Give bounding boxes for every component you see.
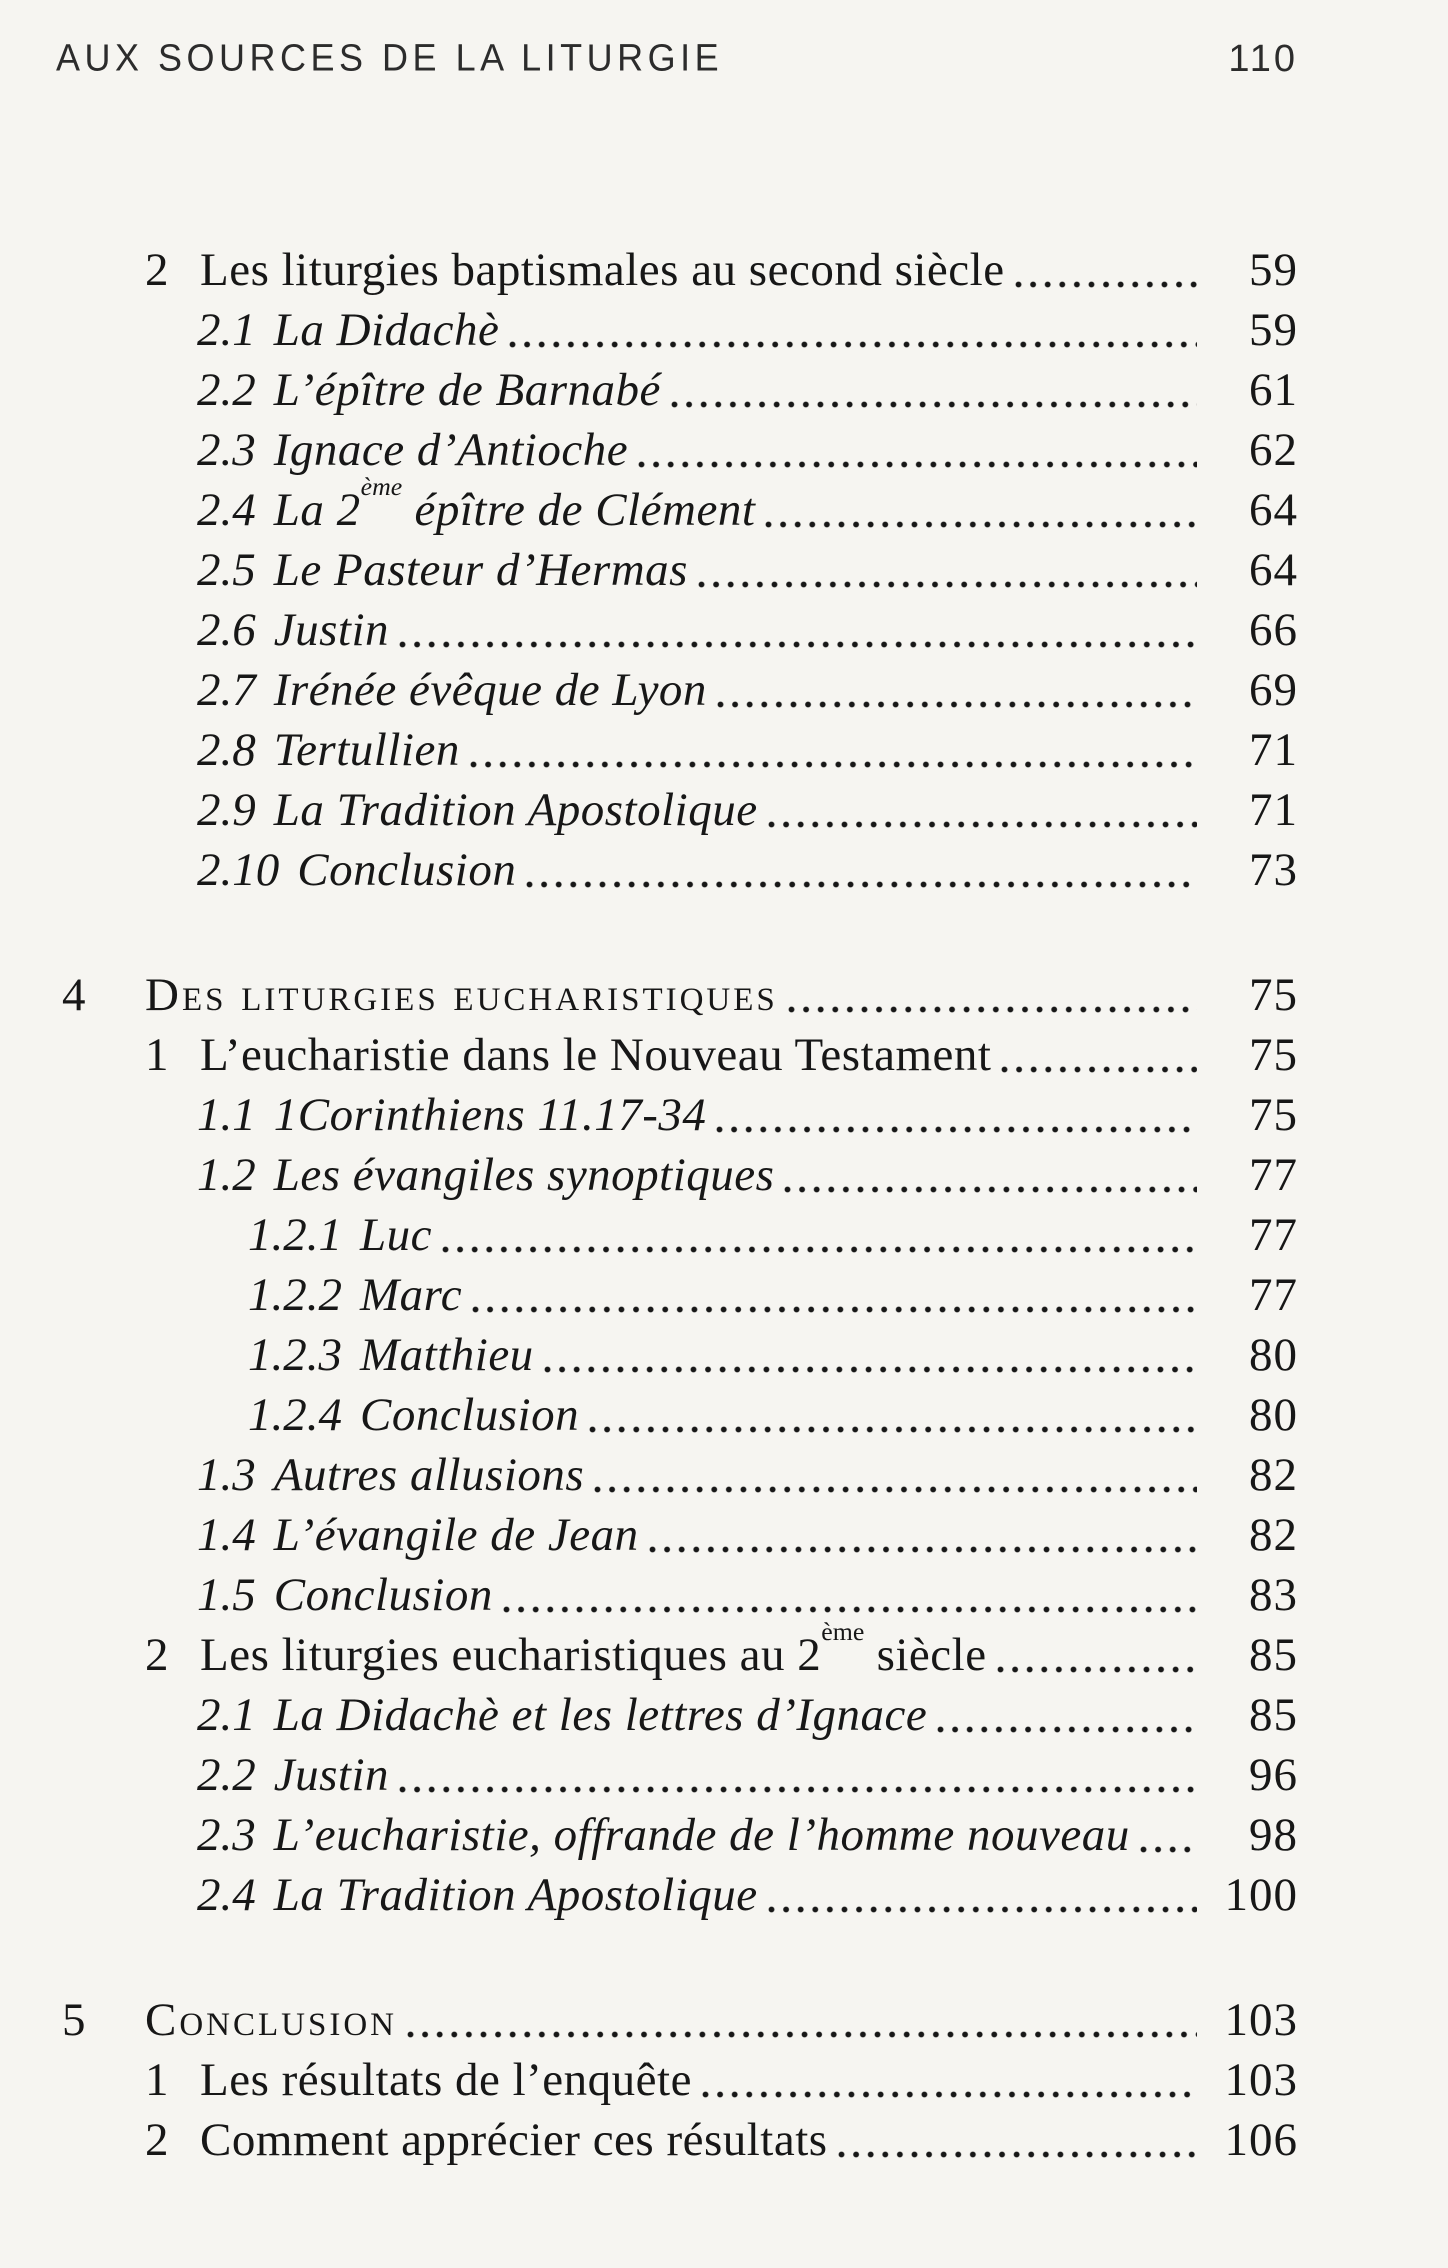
dot-leader xyxy=(399,1786,1197,1793)
entry-number: 1.2.2 xyxy=(248,1269,342,1321)
entry-number: 2.9 xyxy=(197,784,256,836)
dot-leader xyxy=(407,2031,1197,2038)
entry-page-number: 106 xyxy=(1224,2114,1298,2166)
entry-number: 2.2 xyxy=(197,1749,256,1801)
dot-leader xyxy=(589,1426,1197,1433)
entry-title: Matthieu xyxy=(360,1329,534,1381)
toc-entry xyxy=(0,1505,1448,1565)
entry-title: Justin xyxy=(273,604,390,656)
entry-title: La Tradition Apostolique xyxy=(273,784,758,836)
entry-title: Ignace d’Antioche xyxy=(273,424,629,476)
entry-title-part: siècle xyxy=(864,1629,987,1681)
entry-page-number: 80 xyxy=(1249,1389,1298,1441)
entry-title: Les résultats de l’enquête xyxy=(200,2054,692,2106)
toc-entry xyxy=(0,600,1448,660)
toc-entry xyxy=(0,1990,1448,2050)
entry-title-part: Les liturgies eucharistiques au 2 xyxy=(200,1629,822,1681)
dot-leader xyxy=(784,1186,1197,1193)
entry-title: L’eucharistie dans le Nouveau Testament xyxy=(200,1029,992,1081)
entry-title: Luc xyxy=(360,1209,432,1261)
entry-page-number: 98 xyxy=(1249,1809,1298,1861)
entry-title: Les liturgies baptismales au second siècle xyxy=(200,244,1005,296)
entry-number: 1.2.4 xyxy=(248,1389,342,1441)
entry-page-number: 71 xyxy=(1249,784,1298,836)
dot-leader xyxy=(768,1906,1197,1913)
entry-number: 2.3 xyxy=(197,1809,256,1861)
toc-entry xyxy=(0,1805,1448,1865)
dot-leader xyxy=(649,1546,1197,1553)
toc-entry xyxy=(0,1325,1448,1385)
entry-title xyxy=(273,471,756,540)
running-title: AUX SOURCES DE LA LITURGIE xyxy=(56,35,724,79)
toc-entry xyxy=(0,360,1448,420)
toc-block xyxy=(0,240,1448,900)
entry-page-number: 59 xyxy=(1249,244,1298,296)
entry-number: 1.3 xyxy=(197,1449,256,1501)
entry-number: 2.5 xyxy=(197,544,256,596)
entry-number: 2.1 xyxy=(197,304,256,356)
dot-leader xyxy=(472,1306,1197,1313)
entry-title xyxy=(200,1616,987,1685)
entry-number: 2 xyxy=(145,1629,169,1681)
entry-page-number: 75 xyxy=(1249,969,1298,1021)
entry-title: La Didachè et les lettres d’Ignace xyxy=(273,1689,928,1741)
entry-page-number: 100 xyxy=(1224,1869,1298,1921)
dot-leader xyxy=(1140,1846,1197,1853)
entry-number: 1.2.3 xyxy=(248,1329,342,1381)
entry-title: L’eucharistie, offrande de l’homme nouveau xyxy=(273,1809,1130,1861)
entry-number: 2.10 xyxy=(197,844,280,896)
toc-block xyxy=(0,965,1448,1925)
entry-page-number: 75 xyxy=(1249,1029,1298,1081)
dot-leader xyxy=(1001,1066,1197,1073)
dot-leader xyxy=(399,641,1197,648)
dot-leader xyxy=(638,461,1197,468)
entry-title: Conclusion xyxy=(273,1569,493,1621)
dot-leader xyxy=(702,2091,1197,2098)
entry-number: 2 xyxy=(145,2114,169,2166)
dot-leader xyxy=(470,761,1197,768)
entry-number: 2 xyxy=(145,244,169,296)
entry-number: 2.1 xyxy=(197,1689,256,1741)
entry-title: 1Corinthiens 11.17-34 xyxy=(273,1089,707,1141)
toc-entry xyxy=(0,2110,1448,2170)
dot-leader xyxy=(503,1606,1197,1613)
dot-leader xyxy=(698,581,1197,588)
dot-leader xyxy=(671,401,1197,408)
entry-title: Autres allusions xyxy=(273,1449,585,1501)
toc-entry xyxy=(0,2050,1448,2110)
entry-number: 5 xyxy=(62,1994,86,2046)
entry-title: Le Pasteur d’Hermas xyxy=(273,544,688,596)
entry-number: 2.8 xyxy=(197,724,256,776)
dot-leader xyxy=(594,1486,1197,1493)
entry-page-number: 75 xyxy=(1249,1089,1298,1141)
toc-entry xyxy=(0,471,1448,540)
entry-title: Comment apprécier ces résultats xyxy=(200,2114,828,2166)
entry-number: 2.7 xyxy=(197,664,256,716)
toc-entry xyxy=(0,1865,1448,1925)
toc-entry xyxy=(0,420,1448,480)
entry-page-number: 69 xyxy=(1249,664,1298,716)
entry-page-number: 77 xyxy=(1249,1269,1298,1321)
page-header xyxy=(56,35,1298,81)
entry-number: 1.5 xyxy=(197,1569,256,1621)
entry-title: La Tradition Apostolique xyxy=(273,1869,758,1921)
toc-entry xyxy=(0,1745,1448,1805)
entry-number: 2.4 xyxy=(197,484,256,536)
folio-page-number: 110 xyxy=(1228,38,1298,80)
entry-title: Justin xyxy=(273,1749,390,1801)
toc xyxy=(0,240,1448,2170)
entry-page-number: 77 xyxy=(1249,1209,1298,1261)
entry-page-number: 103 xyxy=(1224,2054,1298,2106)
entry-page-number: 73 xyxy=(1249,844,1298,896)
entry-title-part: épître de Clément xyxy=(402,484,756,536)
entry-number: 2.2 xyxy=(197,364,256,416)
entry-number: 1.4 xyxy=(197,1509,256,1561)
entry-title: Irénée évêque de Lyon xyxy=(273,664,707,716)
entry-page-number: 59 xyxy=(1249,304,1298,356)
toc-entry xyxy=(0,1205,1448,1265)
toc-entry xyxy=(0,1025,1448,1085)
entry-title: Conclusion xyxy=(145,1994,398,2046)
entry-number: 4 xyxy=(62,969,86,1021)
toc-entry xyxy=(0,300,1448,360)
toc-entry xyxy=(0,780,1448,840)
entry-page-number: 103 xyxy=(1224,1994,1298,2046)
entry-number: 1.1 xyxy=(197,1089,256,1141)
toc-entry xyxy=(0,540,1448,600)
entry-page-number: 82 xyxy=(1249,1509,1298,1561)
entry-page-number: 71 xyxy=(1249,724,1298,776)
entry-title-part: La 2 xyxy=(273,484,361,536)
entry-page-number: 82 xyxy=(1249,1449,1298,1501)
toc-entry xyxy=(0,1445,1448,1505)
toc-entry xyxy=(0,1685,1448,1745)
entry-number: 1 xyxy=(145,2054,169,2106)
entry-title: Marc xyxy=(360,1269,463,1321)
entry-page-number: 64 xyxy=(1249,484,1298,536)
entry-number: 2.4 xyxy=(197,1869,256,1921)
toc-entry xyxy=(0,1145,1448,1205)
toc-entry xyxy=(0,840,1448,900)
entry-title: Les évangiles synoptiques xyxy=(273,1149,775,1201)
toc-entry xyxy=(0,240,1448,300)
dot-leader xyxy=(1015,281,1197,288)
entry-page-number: 85 xyxy=(1249,1629,1298,1681)
entry-page-number: 83 xyxy=(1249,1569,1298,1621)
entry-number: 1 xyxy=(145,1029,169,1081)
entry-page-number: 85 xyxy=(1249,1689,1298,1741)
entry-page-number: 64 xyxy=(1249,544,1298,596)
toc-entry xyxy=(0,1085,1448,1145)
dot-leader xyxy=(442,1246,1197,1253)
entry-title: L’évangile de Jean xyxy=(273,1509,639,1561)
dot-leader xyxy=(717,701,1197,708)
toc-entry xyxy=(0,1616,1448,1685)
dot-leader xyxy=(838,2151,1197,2158)
entry-page-number: 61 xyxy=(1249,364,1298,416)
entry-page-number: 80 xyxy=(1249,1329,1298,1381)
entry-title: Tertullien xyxy=(273,724,460,776)
dot-leader xyxy=(526,881,1197,888)
entry-title: L’épître de Barnabé xyxy=(273,364,661,416)
entry-page-number: 77 xyxy=(1249,1149,1298,1201)
dot-leader xyxy=(509,341,1197,348)
dot-leader xyxy=(788,1006,1197,1013)
toc-entry xyxy=(0,1265,1448,1325)
entry-number: 1.2 xyxy=(197,1149,256,1201)
dot-leader xyxy=(765,521,1197,528)
entry-number: 2.3 xyxy=(197,424,256,476)
entry-page-number: 62 xyxy=(1249,424,1298,476)
entry-title: Conclusion xyxy=(360,1389,580,1441)
toc-block xyxy=(0,1990,1448,2170)
toc-entry xyxy=(0,1565,1448,1625)
entry-title: La Didachè xyxy=(273,304,500,356)
entry-number: 1.2.1 xyxy=(248,1209,342,1261)
toc-entry xyxy=(0,660,1448,720)
dot-leader xyxy=(544,1366,1197,1373)
toc-entry xyxy=(0,1385,1448,1445)
toc-entry xyxy=(0,720,1448,780)
dot-leader xyxy=(768,821,1197,828)
dot-leader xyxy=(997,1666,1197,1673)
entry-page-number: 66 xyxy=(1249,604,1298,656)
entry-title-superscript: ème xyxy=(360,471,403,501)
dot-leader xyxy=(716,1126,1197,1133)
entry-page-number: 96 xyxy=(1249,1749,1298,1801)
entry-title-superscript: ème xyxy=(821,1616,865,1646)
toc-entry xyxy=(0,965,1448,1025)
entry-title: Des liturgies eucharistiques xyxy=(145,969,778,1021)
entry-title: Conclusion xyxy=(297,844,517,896)
entry-number: 2.6 xyxy=(197,604,256,656)
dot-leader xyxy=(937,1726,1197,1733)
